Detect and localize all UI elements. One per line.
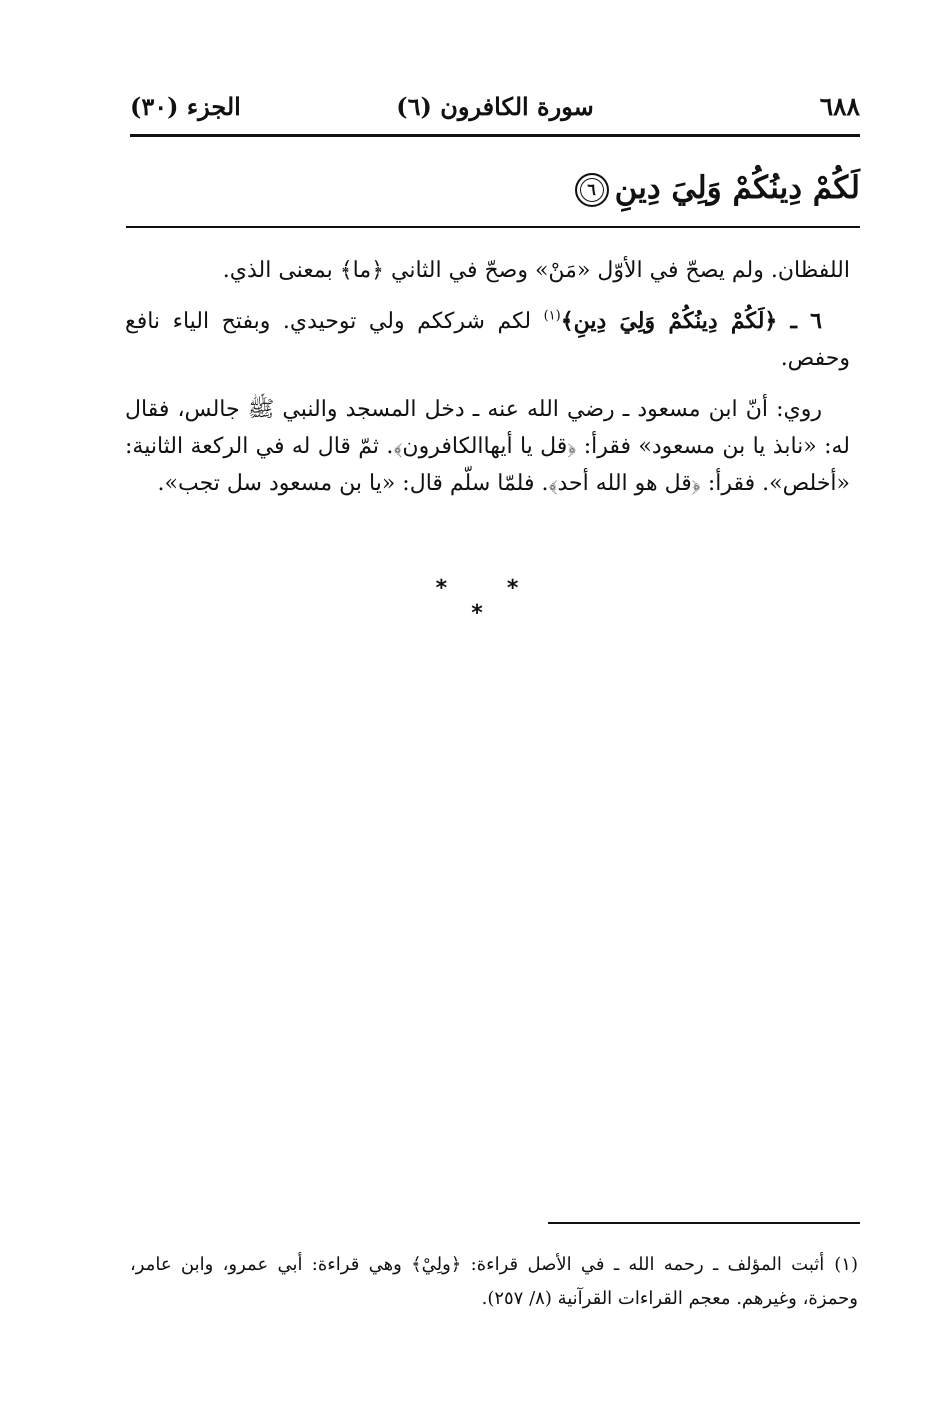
- paragraph-2: [125, 303, 850, 377]
- footnote-number: (١): [834, 1254, 858, 1275]
- verse-rule: [126, 226, 860, 228]
- surah-title: سورة الكافرون (٦): [396, 92, 594, 121]
- page-number: ٦٨٨: [819, 92, 860, 121]
- verse-banner: [580, 170, 860, 216]
- footnotes: [130, 1248, 858, 1316]
- verse-commentary: لكم شرككم ولي توحيدي. وبفتح الياء نافع وحفص.: [125, 309, 850, 371]
- footnote-text: أثبت المؤلف ـ رحمه الله ـ في الأصل قراءة: ﴿ولِيْ﴾ وهي قراءة: أبي عمرو، وابن عامر، وحمزة، وغيرهم. معجم القراءات القرآنية (٨/ ٢٥٧).: [130, 1254, 858, 1309]
- section-separator: * * *: [435, 576, 545, 626]
- running-header: [130, 92, 860, 132]
- paragraph-3: روي: أنّ ابن مسعود ـ رضي الله عنه ـ دخل المسجد والنبي ﷺ جالس، فقال له: «نابذ يا بن مسعود» فقرأ: ﴿قل يا أيهاالكافرون﴾. ثمّ قال له في الركعة الثانية: «أخلص». فقرأ: ﴿قل هو الله أحد﴾. فلمّا سلّم قال: «يا بن مسعود سل تجب».: [125, 397, 850, 496]
- verse-banner-text: لَكُمْ دِينُكُمْ وَلِيَ دِينِ: [614, 170, 860, 206]
- body-text: [125, 252, 850, 516]
- verse-number-ornament-icon: [575, 173, 609, 207]
- header-rule: [130, 134, 860, 137]
- footnote-ref: (١): [543, 308, 561, 324]
- verse-quote: ٦ ـ ﴿لَكُمْ دِينُكُمْ وَلِيَ دِينِ﴾: [560, 308, 822, 334]
- footnote-rule: [548, 1222, 860, 1224]
- paragraph-1: اللفظان. ولم يصحّ في الأوّل «مَنْ» وصحّ في الثاني ﴿ما﴾ بمعنى الذي.: [222, 258, 850, 283]
- footnote-1: [130, 1248, 858, 1316]
- juz-label: الجزء (٣٠): [130, 92, 241, 121]
- verse-number: ٦: [587, 179, 596, 199]
